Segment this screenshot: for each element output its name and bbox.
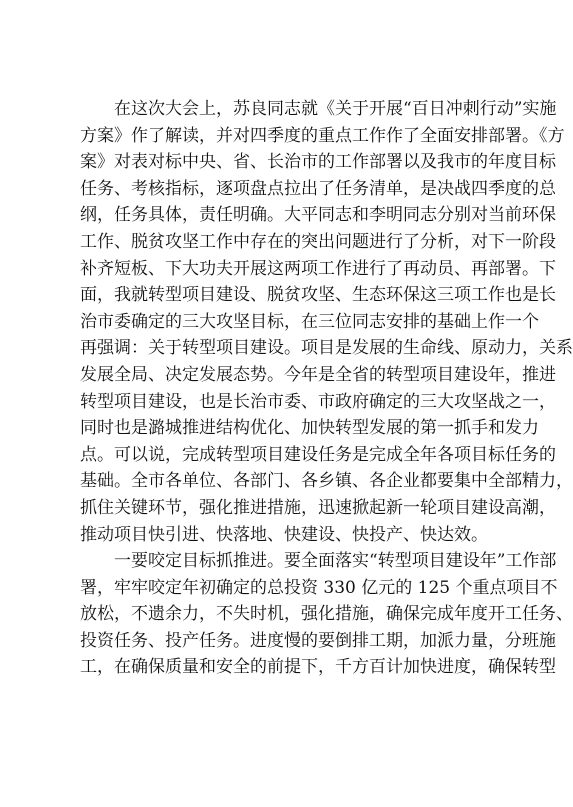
paragraph-1	[80, 96, 573, 548]
text-line: 抓住关键环节，强化推进措施，迅速掀起新一轮项目建设高潮，	[80, 497, 556, 518]
text-line: 放松，不遗余力，不失时机，强化措施，确保完成年度开工任务、	[80, 604, 573, 625]
text-line: 任务、考核指标，逐项盘点拉出了任务清单，是决战四季度的总	[80, 178, 556, 199]
text-line: 治市委确定的三大攻坚目标，在三位同志安排的基础上作一个	[80, 311, 539, 332]
text-line: 案》对表对标中央、省、长治市的工作部署以及我市的年度目标	[80, 152, 556, 173]
text-line: 方案》作了解读，并对四季度的重点工作作了全面安排部署。《方	[80, 125, 565, 146]
text-line: 在这次大会上，苏良同志就《关于开展“百日冲刺行动”实施	[114, 99, 557, 119]
text-line: 署，牢牢咬定年初确定的总投资 330 亿元的 125 个重点项目不	[80, 577, 558, 598]
text-line: 一要咬定目标抓推进。要全面落实“转型项目建设年”工作部	[114, 551, 557, 572]
text-line: 同时也是潞城推进结构优化、加快转型发展的第一抓手和发力	[80, 418, 539, 439]
text-line: 点。可以说，完成转型项目建设任务是完成全年各项目标任务的	[80, 444, 556, 465]
text-line: 面，我就转型项目建设、脱贫攻坚、生态环保这三项工作也是长	[80, 285, 556, 306]
text-line: 再强调：关于转型项目建设。项目是发展的生命线、原动力，关系	[80, 338, 573, 359]
text-line: 工，在确保质量和安全的前提下，千方百计加快进度，确保转型	[80, 657, 556, 678]
paragraph-2	[80, 548, 573, 681]
document-body	[80, 96, 573, 681]
text-line: 工作、脱贫攻坚工作中存在的突出问题进行了分析，对下一阶段	[80, 231, 556, 252]
text-line: 推动项目快引进、快落地、快建设、快投产、快达效。	[80, 524, 488, 545]
text-line: 投资任务、投产任务。进度慢的要倒排工期，加派力量，分班施	[80, 630, 556, 651]
text-line: 转型项目建设，也是长治市委、市政府确定的三大攻坚战之一，	[80, 391, 556, 412]
text-line: 基础。全市各单位、各部门、各乡镇、各企业都要集中全部精力，	[80, 471, 573, 492]
text-line: 补齐短板、下大功夫开展这两项工作进行了再动员、再部署。下	[80, 258, 556, 279]
text-line: 纲，任务具体，责任明确。大平同志和李明同志分别对当前环保	[80, 205, 556, 226]
text-line: 发展全局、决定发展态势。今年是全省的转型项目建设年，推进	[80, 364, 556, 385]
